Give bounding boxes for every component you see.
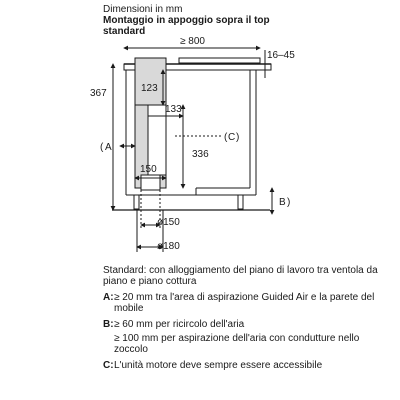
foot-left (134, 195, 139, 209)
bracket-b-close: ) (287, 197, 291, 208)
note-b (103, 319, 393, 330)
mounting-title: Montaggio in appoggio sopra il top (103, 15, 270, 26)
units-note: Dimensioni in mm (103, 4, 183, 15)
bracket-c-close: ) (236, 132, 240, 143)
note-b-text: ≥ 60 mm per ricircolo dell'aria (114, 319, 245, 330)
note-c-key: C: (103, 360, 114, 371)
note-b-extra: ≥ 100 mm per aspirazione dell'aria con condutture nello zoccolo (114, 333, 360, 355)
dim-duct-top-label: 123 (141, 83, 158, 94)
standard-note: Standard: con alloggiamento del piano di lavoro tra ventola da piano e piano cottura (103, 265, 378, 287)
bracket-a-open: ( (100, 142, 104, 153)
dim-pipe-180-label: ø180 (157, 241, 180, 252)
notes (103, 265, 393, 376)
duct-outlet (141, 175, 160, 190)
dim-left-gap-label: 150 (140, 164, 157, 175)
note-c (103, 360, 393, 371)
foot-right (238, 195, 243, 209)
dim-unit-height-label: 336 (192, 149, 209, 160)
dim-width-label: ≥ 800 (180, 36, 205, 47)
note-c-text: L'unità motore deve sempre essere accessibile (114, 360, 323, 371)
dim-cabinet-height-label: 367 (90, 88, 107, 99)
label-b: B (279, 197, 286, 208)
note-a (103, 292, 393, 314)
mounting-title-cont: standard (103, 26, 146, 37)
cooktop (179, 58, 260, 63)
note-a-key: A: (103, 292, 114, 303)
note-a-text: ≥ 20 mm tra l'area di aspirazione Guided Air e la parete del mobile (114, 292, 375, 314)
dim-duct-offset-label: 133 (165, 104, 182, 115)
label-a: A (105, 142, 112, 153)
note-b-key: B: (103, 319, 114, 330)
label-c: C (228, 132, 236, 143)
dim-pipe-150-label: ø150 (157, 217, 180, 228)
dim-top-thickness-label: 16–45 (267, 50, 295, 61)
bracket-c-open: ( (224, 132, 228, 143)
